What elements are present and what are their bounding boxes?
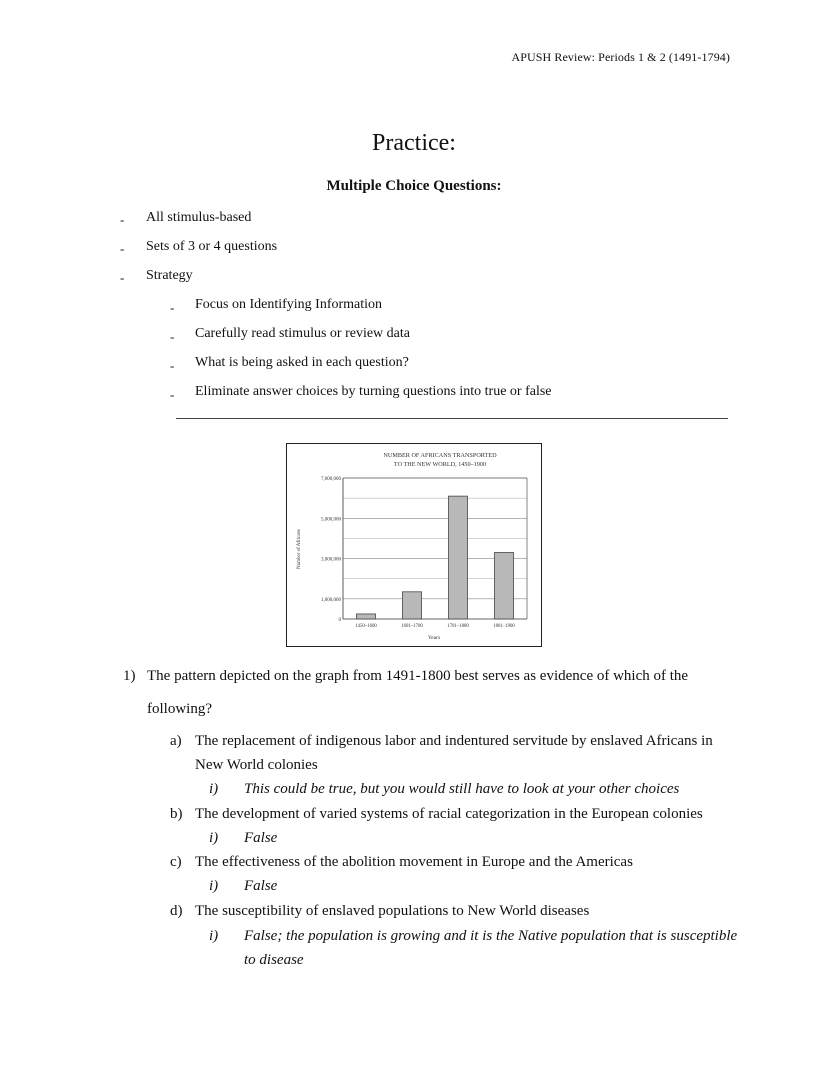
option-text: The effectiveness of the abolition movement in Europe and the Americas [195, 854, 633, 870]
y-tick-label: 0 [338, 618, 341, 623]
x-tick-label: 1801–1900 [493, 624, 515, 629]
option-letter: b) [170, 806, 183, 822]
sub-bullet-item: Carefully read stimulus or review data [195, 326, 410, 341]
option-note: False [244, 830, 278, 846]
option-note: False [244, 878, 278, 894]
y-tick-label: 3,000,000 [321, 557, 341, 563]
x-tick-label: 1701–1800 [447, 624, 469, 629]
sub-bullet-dash: - [170, 387, 175, 402]
option-text: The susceptibility of enslaved populations to New World diseases [195, 903, 590, 919]
question-number: 1) [123, 668, 136, 684]
bar [449, 496, 468, 619]
question-text: The pattern depicted on the graph from 1491-1800 best serves as evidence of which of the [147, 668, 689, 684]
option-text-cont: New World colonies [195, 757, 318, 773]
x-tick-label: 1601–1700 [401, 624, 423, 629]
section-divider [176, 418, 728, 419]
bar [495, 553, 514, 619]
option-letter: d) [170, 903, 183, 919]
bar [403, 592, 422, 619]
note-number: i) [209, 830, 219, 846]
bullet-item: Strategy [146, 268, 193, 283]
bullet-item: All stimulus-based [146, 210, 252, 225]
bullet-dash: - [120, 241, 125, 256]
note-number: i) [209, 928, 219, 944]
section-subtitle: Multiple Choice Questions: [326, 178, 502, 194]
y-tick-label: 1,000,000 [321, 597, 341, 603]
note-number: i) [209, 781, 219, 797]
bullet-dash: - [120, 270, 125, 285]
page-header: APUSH Review: Periods 1 & 2 (1491-1794) [511, 50, 730, 64]
bar-chart [286, 443, 542, 647]
sub-bullet-dash: - [170, 358, 175, 373]
sub-bullet-item: What is being asked in each question? [195, 355, 409, 370]
option-note: False; the population is growing and it is the Native population that is susceptible [244, 928, 738, 944]
question-text-cont: following? [147, 701, 212, 717]
sub-bullet-dash: - [170, 300, 175, 315]
option-text: The replacement of indigenous labor and indentured servitude by enslaved Africans in [195, 733, 713, 749]
option-letter: c) [170, 854, 182, 870]
chart-svg [287, 444, 541, 646]
bullet-item: Sets of 3 or 4 questions [146, 239, 278, 254]
x-axis-label: Years [427, 635, 441, 641]
y-axis-label: Number of Africans [297, 529, 302, 569]
chart-title: TO THE NEW WORLD, 1450–1900 [393, 461, 487, 468]
option-text: The development of varied systems of racial categorization in the European colonies [195, 806, 703, 822]
sub-bullet-item: Eliminate answer choices by turning questions into true or false [195, 384, 552, 399]
y-tick-label: 5,000,000 [321, 517, 341, 523]
x-tick-label: 1450–1600 [355, 624, 377, 629]
page-title: Practice: [372, 130, 456, 156]
option-letter: a) [170, 733, 182, 749]
note-number: i) [209, 878, 219, 894]
option-note-cont: to disease [244, 952, 304, 968]
y-tick-label: 7,000,000 [321, 477, 341, 482]
sub-bullet-item: Focus on Identifying Information [195, 297, 383, 312]
sub-bullet-dash: - [170, 329, 175, 344]
chart-title: NUMBER OF AFRICANS TRANSPORTED [383, 452, 497, 459]
option-note: This could be true, but you would still have to look at your other choices [244, 781, 680, 797]
bar [357, 614, 376, 619]
bullet-dash: - [120, 212, 125, 227]
